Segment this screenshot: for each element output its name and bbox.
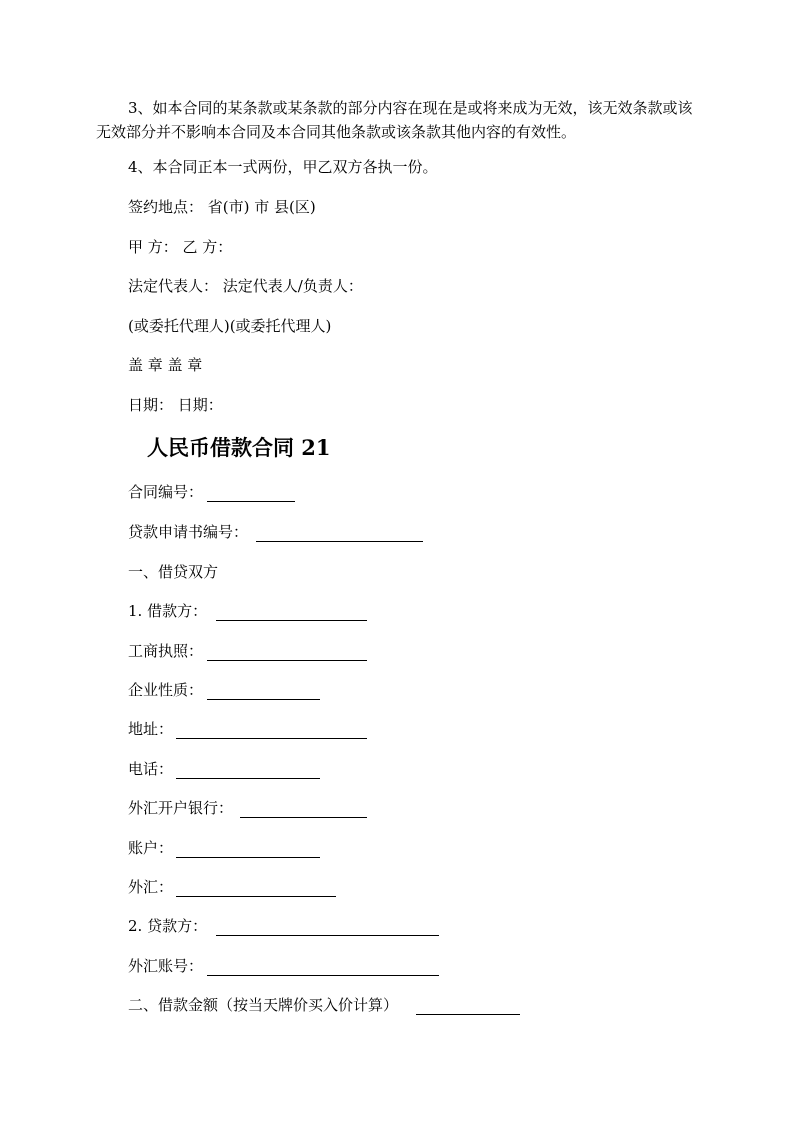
phone-label: 电话： <box>128 760 174 778</box>
party-line: 甲 方： 乙 方： <box>128 238 233 256</box>
section-1-heading: 一、借贷双方 <box>128 563 219 581</box>
fx-bank-blank <box>240 817 367 818</box>
business-license-label: 工商执照： <box>128 642 204 660</box>
application-number-blank <box>256 541 423 542</box>
loan-amount-label: 二、借款金额（按当天牌价买入价计算） <box>128 996 399 1014</box>
lender-label: 2. 贷款方： <box>128 917 208 935</box>
account-blank <box>176 857 320 858</box>
clause-3: 3、如本合同的某条款或某条款的部分内容在现在是或将来成为无效，该无效条款或该无效部分并不影响本合同及本合同其他条款或该条款其他内容的有效性。 <box>96 99 693 141</box>
agent-line: (或委托代理人)(或委托代理人) <box>128 317 332 335</box>
loan-amount-blank <box>416 1014 520 1015</box>
fx-account-blank <box>207 975 439 976</box>
business-license-blank <box>207 660 367 661</box>
contract-number-blank <box>207 501 295 502</box>
clause-4: 4、本合同正本一式两份，甲乙双方各执一份。 <box>128 158 438 176</box>
enterprise-type-blank <box>207 699 320 700</box>
account-label: 账户： <box>128 839 174 857</box>
enterprise-type-label: 企业性质： <box>128 681 204 699</box>
signing-place: 签约地点： 省(市) 市 县(区) <box>128 198 316 216</box>
fx-label: 外汇： <box>128 878 174 896</box>
borrower-label: 1. 借款方： <box>128 602 208 620</box>
lender-blank <box>216 935 439 936</box>
contract-title: 人民币借款合同 21 <box>147 435 331 460</box>
legal-representative-line: 法定代表人： 法定代表人/负责人： <box>128 277 363 295</box>
seal-line: 盖 章 盖 章 <box>128 356 203 374</box>
address-label: 地址： <box>128 720 174 738</box>
address-blank <box>176 738 367 739</box>
phone-blank <box>176 778 320 779</box>
fx-bank-label: 外汇开户银行： <box>128 799 234 817</box>
contract-number-label: 合同编号： <box>128 483 204 501</box>
application-number-label: 贷款申请书编号： <box>128 523 249 541</box>
borrower-blank <box>216 620 367 621</box>
date-line: 日期： 日期： <box>128 396 223 414</box>
fx-blank <box>176 896 336 897</box>
fx-account-label: 外汇账号： <box>128 957 204 975</box>
